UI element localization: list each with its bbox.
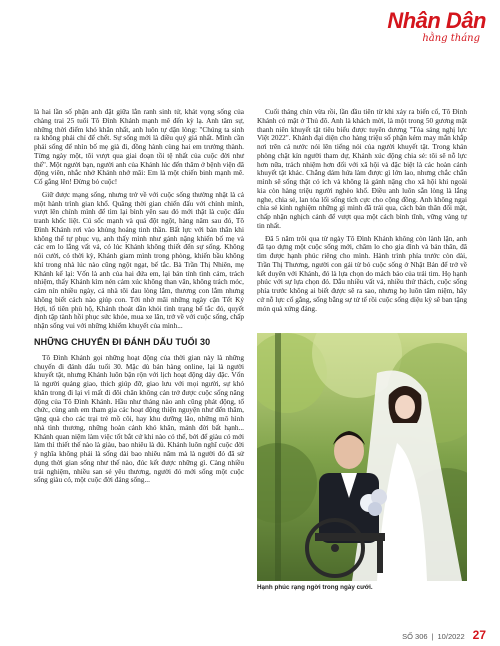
wedding-photo — [257, 333, 467, 581]
article-paragraph: là hai lần số phận anh đặt giữa lằn ranh sinh tử, khát vọng sống của chàng trai 25 tuổi Tô Đình Khánh mạnh mẽ đến kỳ lạ. Anh tâm sự, những thời điểm khó khăn nhất, anh luôn tự dặn lòng: "Chúng ta sinh ra không phải chỉ để chết. Sự sống mới là điều quý giá nhất. Mình cần phải sống để nhìn bố mẹ già đi, đồng hành cùng hai em trưởng thành. Từng ngày một, tôi vượt qua giai đoạn tồi tệ nhất của cuộc đời như thế". Một người bạn, người anh của Khánh lúc đến thăm ở bệnh viện đã động viên, nhắc nhở Khánh nhớ mãi: Em là một chiến binh mạnh mẽ. Cố gắng lên! Đừng bỏ cuộc! — [34, 107, 244, 186]
issue-date: 10/2022 — [437, 632, 465, 641]
article-left-column — [34, 108, 244, 489]
page-number: 27 — [472, 628, 486, 642]
article-paragraph: Cuối tháng chín vừa rồi, lần đầu tiên từ khi xảy ra biến cố, Tô Đình Khánh có mặt ở Thủ đô. Anh là khách mời, là một trong 50 gương mặt thanh niên khuyết tật tiêu biểu được tuyên dương "Tỏa sáng nghị lực Việt 2022". Khánh đại diện cho hàng triệu số phận kém may mắn khắp nơi trên cả nước nói lên tiếng nói của người khuyết tật. Trong khán phòng chật kín người tham dự, Khánh xúc động chia sẻ: tôi sẽ nỗ lực hơn nữa, trách nhiệm hơn đối với xã hội và đặc biệt là các hoàn cảnh khuyết tật khác. Chẳng dám hứa làm được gì lớn lao, nhưng chắc chắn mình sẽ sống thật có ích và không là gánh nặng cho xã hội khi ngoài kia còn hàng triệu người nghèo khổ. Điều anh luôn sẵn lòng là lắng nghe, chia sẻ, lan tỏa lối sống tích cực cho cộng đồng. Anh không ngại chia sẻ kinh nghiệm những gì mình đã trải qua, cách bản thân đối mặt, chấp nhận nghịch cảnh để vượt qua một cách bình tĩnh, vững vàng tự tin nhất. — [257, 107, 467, 230]
photo-caption: Hạnh phúc rạng ngời trong ngày cưới. — [257, 584, 373, 591]
article-paragraph: Tô Đình Khánh gọi những hoạt động của thời gian này là những chuyến đi đánh dấu tuổi 30. Mặc dù bán hàng online, lại là người khuyết tật, nhưng Khánh luôn bận rộn với lịch hoạt động dày đặc. Vốn là người quảng giao, thích giúp đỡ, giao lưu với mọi người, sự khó khăn trong đi lại vì mất đi đôi chân không cản trở được cuộc sống năng động của Tô Đình Khánh. Hầu như tháng nào anh cũng phát động, tổ chức, cùng anh em tham gia các hoạt động thiện nguyện như đến thăm, tặng quà cho các trại trẻ mồ côi, hay khu dưỡng lão, những mô hình nhà tình thương, những hoàn cảnh khó khăn, mảnh đời bất hạnh... Khánh quan niệm làm việc tốt bắt cứ khi nào có thể, bởi để giàu có mới làm thì thiết thế nào là giàu, bao nhiêu là đủ. Khánh luôn nghĩ cuộc đời ý nghĩa không phải là sống dài bao nhiêu năm mà là người đó đã sử dụng thời gian sống như thế nào, đúc kết được những gì. Càng nhiều trải nghiệm, nhiều san sẻ yêu thương, người đó mới sống một cuộc sống giàu có, một cuộc đời đáng sống... — [34, 352, 244, 485]
logo-name: Nhân Dân — [387, 8, 486, 33]
masthead-logo — [387, 10, 486, 44]
logo-tagline: hằng tháng — [422, 33, 480, 44]
footer-separator: | — [431, 632, 434, 641]
section-heading: NHỮNG CHUYẾN ĐI ĐÁNH DẤU TUỔI 30 — [34, 336, 211, 347]
article-paragraph: Giữ được mạng sống, nhưng trở về với cuộc sống thường nhật là cả một hành trình gian khổ. Quãng thời gian chiến đấu với chính mình, vượt lên chính mình để tìm lại bình yên sau đó mới thật là cuộc đấu tranh khốc liệt. Cú sốc mạnh và quá đột ngột, hàng năm sau đó, Tô Đình Khánh rơi vào khủng hoảng tinh thần. Bất lực với bản thân khi không thể tự phục vụ, anh thấy mình như gánh nặng khiến bố mẹ và các em lo lắng vất vả, có lúc Khánh không thiết đến sự sống. Không nói cười, có thời kỳ, Khánh giam mình trong phòng, khiến bầu không khí trong nhà lúc nào cũng ngột ngạt, bế tắc. Bà Trần Thị Nhiên, mẹ Khánh kể lại: Vốn là anh của hai đứa em, lại bản tính tình cảm, trách nhiệm, thấy Khánh kìm nén cảm xúc không than vãn, không trách móc, cảm nín nhiều ngày, cả nhà tôi đau lòng lắm, thương con lắm nhưng không biết cách nào giúp con. Tới nhờ mãi những ngày cận Tết Kỷ Hợi, tổ tiên phù hộ, Khánh thoát dần khỏi tình trạng bế tắc đó, quyết định tập tành hồi phục sức khỏe, mua xe lăn, trở về với cuộc sống, chấp nhận sống vui với những khiếm khuyết của mình... — [34, 189, 244, 330]
page-footer — [402, 628, 486, 642]
issue-number: SỐ 306 — [402, 632, 428, 641]
article-right-column — [257, 108, 467, 317]
article-paragraph: Đã 5 năm trôi qua từ ngày Tô Đình Khánh không còn lành lặn, anh đã tạo dựng một cuộc sống mới, chăm lo cho gia đình và bản thân, đã tìm được hạnh phúc riêng cho mình. Hành trình phía trước còn dài, Trần Thị Thương, người con gái từ bỏ cuộc sống ở Nhật Bản để trở về kết duyên với Khánh, đó là lựa chọn do mách bảo của trái tim. Họ hạnh phúc với sự lựa chọn đó. Dẫu nhiều vất vả, nhiều thử thách, cuộc sống phía trước không ai biết được sẽ ra sao, nhưng họ luôn tâm niệm, hãy cứ nỗ lực cố gắng, sống bằng sự tử tế rồi cuộc sống diệu kỳ sẽ ban tặng món quà xứng đáng. — [257, 233, 467, 313]
